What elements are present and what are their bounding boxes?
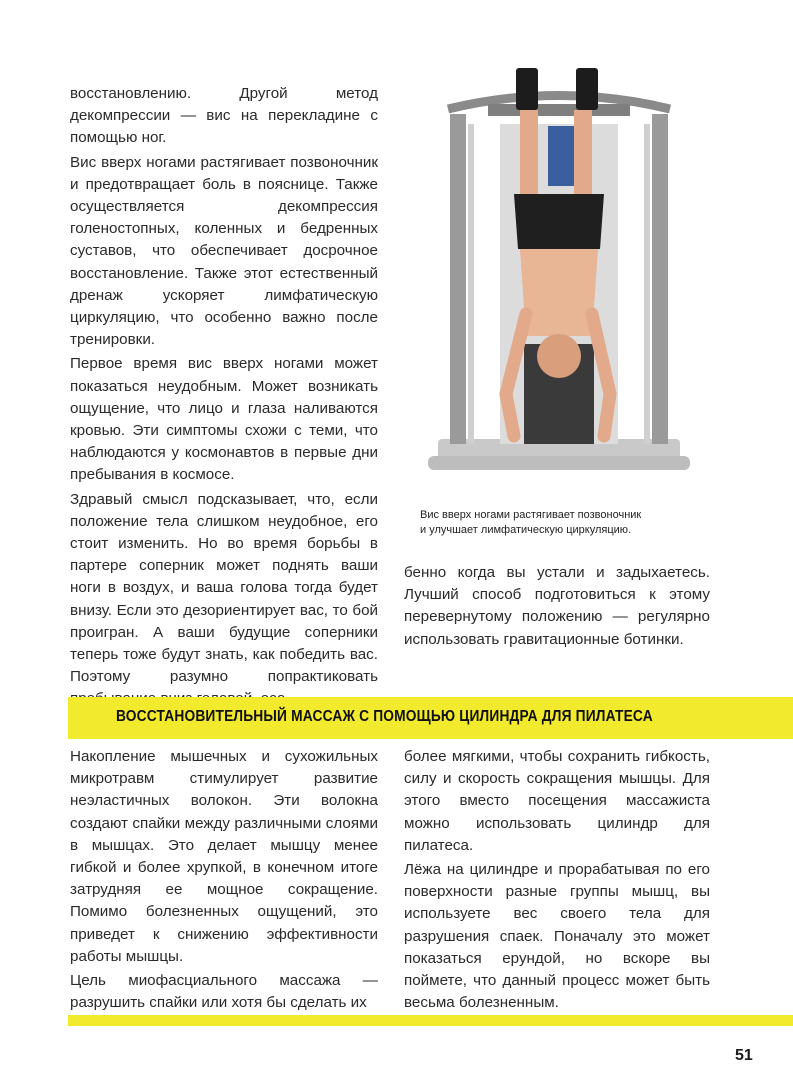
right-column-bottom [404,746,710,1016]
section-banner [68,697,793,739]
right-column-top [404,562,710,653]
paragraph: Лёжа на цилиндре и прорабатывая по его поверхности разные группы мышц, вы используете вес своего тела для разрушения спаек. Поначалу это может показаться ерундой, но вскоре вы поймете, что данный процесс может быть весьма болезненным. [404,861,710,1012]
left-column-bottom [70,746,378,1016]
torso [520,249,598,336]
section-title: ВОССТАНОВИТЕЛЬНЫЙ МАССАЖ С ПОМОЩЬЮ ЦИЛИНДРА ДЛЯ ПИЛАТЕСА [116,708,653,725]
paragraph: Здравый смысл подсказывает, что, если положение тела слишком неудобное, его стоит изменить. Но во время борьбы в партере соперник может поднять ваши ноги в воздух, и ваша голова тогда будет внизу. Если это дезориентирует вас, то бой проигран. А ваши будущие соперники теперь тоже будут знать, как победить вас. Поэтому разумно попрактиковать [70,490,378,686]
gravity-boot-right-icon [576,68,598,110]
paragraph: бенно когда вы устали и задыхаетесь. Лучший способ подготовиться к этому перевернутому положению — регулярно использовать гравитационные ботинки. [404,564,710,648]
footer-accent-bar [68,1015,793,1026]
paragraph: Цель миофасциального массажа — разрушить спайки или хотя бы сделать их [70,972,378,1012]
shorts [514,194,604,249]
paragraph: более мягкими, чтобы сохранить гибкость, силу и скорость сокращения мышцы. Для этого вместо посещения массажиста можно использовать цилиндр для пилатеса. [404,748,710,854]
page-number: 51 [735,1047,753,1064]
inverted-hang-photo [428,64,690,494]
left-column-top [70,83,378,713]
caption-line: Вис вверх ногами растягивает позвоночник [420,509,642,521]
paragraph: Накопление мышечных и сухожильных микротравм стимулирует развитие неэластичных волокон. Эти волокна создают спайки между различными слоями в мышцах. Это делает мышцу менее гибкой и более хрупкой, в конечном итоге затрудняя ее мощное сокращение. Помимо болезненных ощущений, это приведет к снижению эффективности работы мышцы. [70,748,378,965]
paragraph: Вис вверх ногами растягивает позвоночник и предотвращает боль в пояснице. Также осуществляется декомпрессия голеностопных, коленных и бедренных суставов, что обеспечивает досрочное восстановление. Также этот естественный дренаж ускоряет лимфатическую циркуляцию, что особенно важно после тренировки. [70,153,378,349]
rack-column-right [652,114,668,444]
paragraph: восстановлению. Другой метод декомпрессии — вис на перекладине с помощью ног. [70,85,378,147]
head [537,334,581,378]
paragraph: Первое время вис вверх ногами может показаться неудобным. Может возникать ощущение, что лицо и глаза наливаются кровью. Эти симптомы схожи с теми, что наблюдаются у космонавтов в первые дни пребывания в космосе. [70,355,378,484]
poster [548,126,578,186]
rack-column-left [450,114,466,444]
gym-rack-illustration [428,64,690,494]
gravity-boot-left-icon [516,68,538,110]
figure-caption [420,508,720,538]
caption-line: и улучшает лимфатическую циркуляцию. [420,524,632,536]
